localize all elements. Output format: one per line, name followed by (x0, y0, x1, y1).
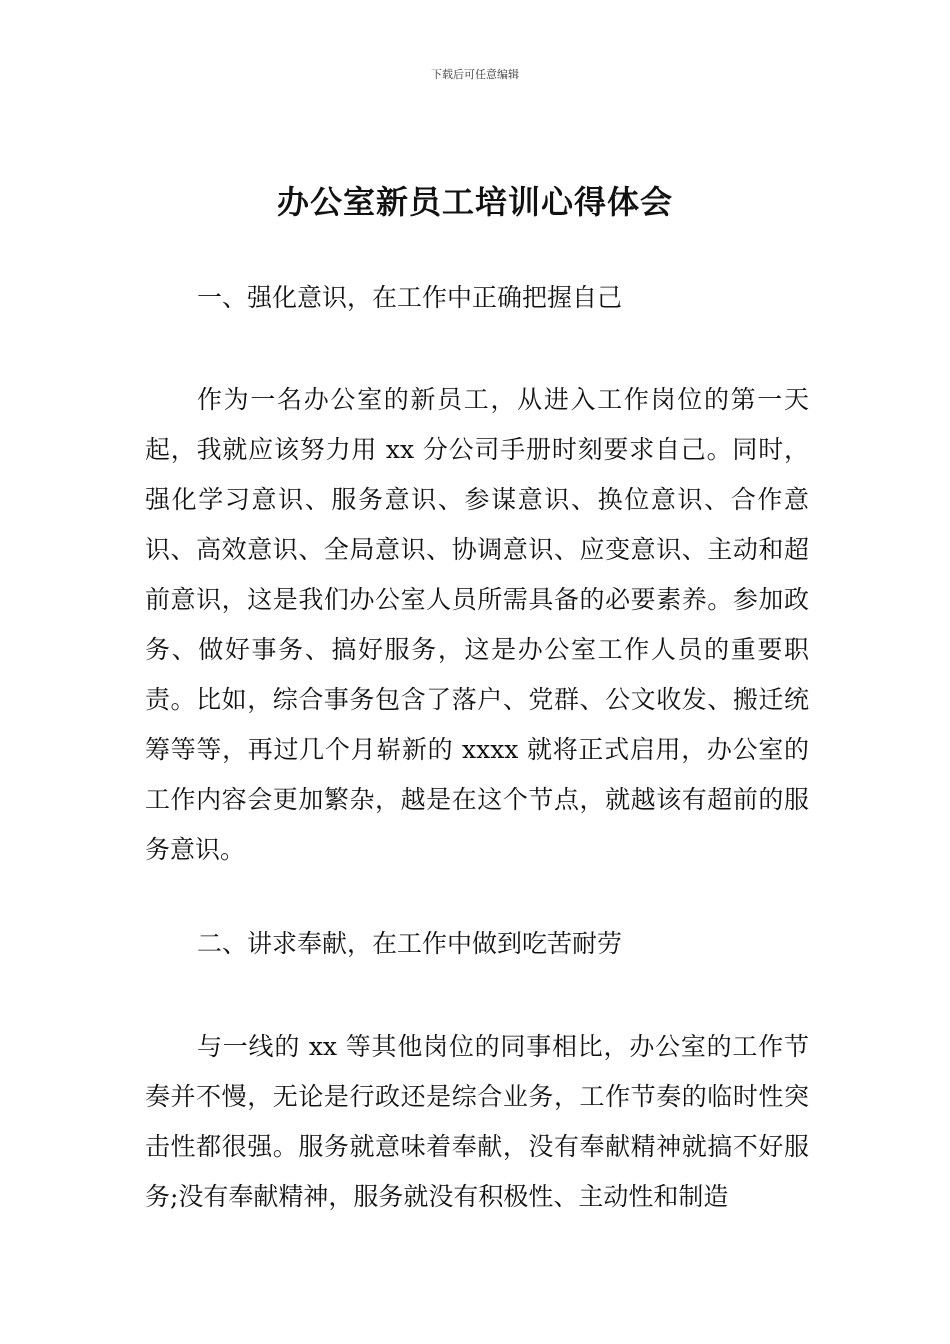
document-title: 办公室新员工培训心得体会 (276, 183, 673, 221)
section-heading-1: 一、强化意识，在工作中正确把握自己 (197, 283, 623, 312)
section-heading-2: 二、讲求奉献，在工作中做到吃苦耐劳 (197, 929, 623, 958)
section-paragraph-1: 作为一名办公室的新员工，从进入工作岗位的第一天起，我就应该努力用 xx 分公司手册时刻要求自己。同时，强化学习意识、服务意识、参谋意识、换位意识、合作意识、高效意识、全局意识、协调意识、应变意识、主动和超前意识，这是我们办公室人员所需具备的必要素养。参加政务、做好事务、搞好服务，这是办公室工作人员的重要职责。比如，综合事务包含了落户、党群、公文收发、搬迁统筹等等，再过几个月崭新的 xxxx 就将正式启用，办公室的工作内容会更加繁杂，越是在这个节点，就越该有超前的服务意识。 (145, 385, 809, 864)
section-paragraph-2: 与一线的 xx 等其他岗位的同事相比，办公室的工作节奏并不慢，无论是行政还是综合业务，工作节奏的临时性突击性都很强。服务就意味着奉献，没有奉献精神就搞不好服务;没有奉献精神，服务就没有积极性、主动性和制造 (145, 1032, 809, 1211)
header-note: 下载后可任意编辑 (431, 68, 519, 81)
